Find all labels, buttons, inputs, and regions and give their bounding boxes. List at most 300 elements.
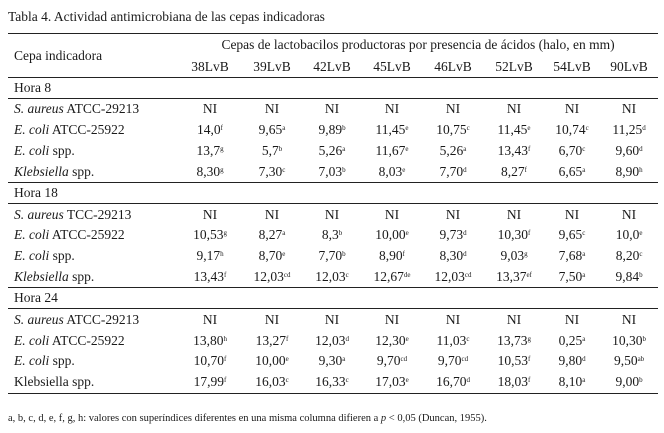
table-cell [484,330,544,351]
table-cell [362,204,422,225]
table-cell [600,351,658,372]
table-cell [422,204,484,225]
table-cell [484,120,544,141]
table-cell [178,309,242,330]
table-row [8,161,658,182]
cell-value: 13,80 [193,332,224,348]
strain-name: ATCC-29213 [63,101,140,117]
table-cell [484,267,544,288]
table-cell [422,141,484,162]
cell-superscript: c [285,376,289,385]
cell-value: 9,70 [376,353,401,369]
column-header: 46LvB [434,58,472,74]
cell-superscript: f [524,165,527,174]
table-cell [544,120,600,141]
cell-value: 0,25 [558,332,583,348]
strain-name: ATCC-25922 [49,227,125,243]
table-cell [302,309,362,330]
row-label [8,372,178,393]
species-name: S. aureus [14,101,64,117]
cell-value: 16,33 [315,374,346,390]
species-name: Klebsiella [14,268,69,284]
cell-value: 17,03 [375,374,406,390]
table-row [8,204,658,225]
table-cell [362,330,422,351]
cell-superscript: f [402,250,405,259]
row-label [8,161,178,182]
cell-value: 10,53 [497,353,529,369]
table-cell [242,309,302,330]
cell-superscript: c [466,334,470,343]
table-cell [422,161,484,182]
cell-value: 12,03 [253,268,284,284]
cell-value: NI [324,311,340,327]
strain-name: TCC-29213 [63,206,132,222]
column-header: 38LvB [191,58,229,74]
row-label [8,309,178,330]
cell-value: NI [324,101,340,117]
strain-name: ATCC-25922 [49,332,125,348]
cell-value: 12,03 [434,268,465,284]
strain-name: spp. [68,163,95,179]
cell-superscript: a [582,376,586,385]
cell-value: 7,50 [558,268,583,284]
cell-value: NI [564,206,580,222]
table-cell [302,351,362,372]
table-cell [178,204,242,225]
table-cell [484,246,544,267]
cell-superscript: c [582,229,586,238]
table-cell [362,351,422,372]
cell-superscript: de [403,270,411,279]
cell-value: 5,7 [261,142,279,158]
cell-superscript: ef [526,270,532,279]
table-cell [600,141,658,162]
column-header: 42LvB [313,58,351,74]
cell-value: 13,7 [196,142,221,158]
cell-superscript: g [220,144,224,153]
cell-value: NI [202,101,218,117]
table-cell [600,309,658,330]
table-cell [422,225,484,246]
table-row [8,351,658,372]
table-cell [302,141,362,162]
cell-value: NI [324,206,340,222]
cell-superscript: d [642,124,646,133]
table-cell [178,351,242,372]
cell-value: 9,03 [500,248,525,264]
cell-value: 12,03 [315,268,346,284]
cell-value: 9,17 [196,248,221,264]
cell-superscript: e [527,124,531,133]
cell-value: 7,70 [318,248,343,264]
column-header: 39LvB [253,58,291,74]
cell-superscript: d [639,144,643,153]
table-cell [600,330,658,351]
table-cell [178,372,242,393]
table-cell [544,351,600,372]
cell-value: 9,60 [615,142,640,158]
row-label [8,120,178,141]
cell-superscript: d [463,250,467,259]
cell-value: 9,00 [615,374,640,390]
table-cell [242,204,302,225]
table-caption: Tabla 4. Actividad antimicrobiana de las cepas indicadoras [8,9,325,24]
cell-value: 9,73 [439,227,464,243]
cell-superscript: f [224,376,227,385]
cell-value: 7,70 [439,163,464,179]
section-title: Hora 8 [14,80,52,95]
table-cell [178,246,242,267]
cell-superscript: f [528,355,531,364]
table-cell [484,99,544,120]
cell-value: 11,45 [497,122,528,138]
cell-superscript: f [224,270,227,279]
cell-superscript: b [338,229,343,238]
table-cell [600,372,658,393]
species-name: S. aureus [14,206,64,222]
cell-value: 10,00 [255,353,286,369]
cell-superscript: ab [637,355,645,364]
cell-superscript: a [463,144,467,153]
cell-value: 11,03 [436,332,467,348]
cell-value: 18,03 [497,374,529,390]
column-header: 45LvB [373,58,411,74]
table-cell [242,120,302,141]
table-cell [484,204,544,225]
row-label [8,204,178,225]
table-cell [362,309,422,330]
cell-superscript: c [282,165,286,174]
table-cell [600,204,658,225]
cell-superscript: e [285,355,289,364]
footnote [8,413,487,424]
cell-value: 13,27 [255,332,287,348]
cell-superscript: e [639,229,643,238]
table-cell [544,330,600,351]
cell-value: NI [506,206,522,222]
table-cell [242,246,302,267]
cell-value: 9,70 [437,353,462,369]
cell-superscript: a [582,270,586,279]
column-header: 54LvB [553,58,591,74]
row-label [8,246,178,267]
cell-value: 12,03 [315,332,346,348]
cell-superscript: a [582,334,586,343]
cell-value: 8,27 [501,163,525,179]
cell-value: NI [621,311,637,327]
cell-value: 13,73 [497,332,528,348]
cell-value: 6,65 [558,163,583,179]
table-row [8,309,658,330]
table-cell [422,246,484,267]
species-name: E. coli [14,227,50,243]
table-cell [362,141,422,162]
table-cell [484,225,544,246]
table-cell [362,225,422,246]
species-name: Klebsiella [14,163,69,179]
table-cell [362,372,422,393]
strain-name: spp. [49,142,75,158]
cell-superscript: b [342,250,346,259]
table-cell [302,246,362,267]
cell-value: NI [506,311,522,327]
cell-superscript: b [642,334,646,343]
cell-superscript: h [639,165,643,174]
cell-superscript: a [282,124,286,133]
cell-superscript: a [342,355,346,364]
cell-superscript: g [223,229,227,238]
cell-value: NI [621,206,637,222]
cell-superscript: e [405,376,409,385]
cell-superscript: c [466,124,470,133]
table-row [8,246,658,267]
table-row [8,372,658,393]
species-name: E. coli [14,122,50,138]
cell-value: 10,70 [193,353,225,369]
cell-superscript: cd [400,355,408,364]
table-cell [302,267,362,288]
table-cell [242,99,302,120]
cell-value: 12,67 [373,268,404,284]
cell-superscript: e [405,124,409,133]
table-cell [422,351,484,372]
table-row [8,141,658,162]
cell-value: 8,27 [258,227,283,243]
cell-value: NI [445,311,461,327]
table-row [8,120,658,141]
section-title: Hora 24 [14,290,58,306]
cell-value: NI [202,311,218,327]
cell-value: NI [264,101,280,117]
cell-superscript: cd [461,355,469,364]
cell-superscript: d [345,334,349,343]
cell-value: 9,80 [558,353,583,369]
table-cell [302,99,362,120]
cell-superscript: c [639,250,643,259]
cell-value: 8,90 [379,248,403,264]
cell-superscript: c [345,270,349,279]
table-cell [544,246,600,267]
cell-superscript: f [286,334,289,343]
table-row [8,267,658,288]
cell-value: NI [564,101,580,117]
footnote-p: p [380,413,387,424]
table-cell [362,99,422,120]
cell-value: NI [445,101,461,117]
cell-value: 9,65 [558,227,583,243]
group-header: Cepas de lactobacilos productoras por presencia de ácidos (halo, en mm) [221,37,615,52]
table-cell [600,99,658,120]
cell-superscript: d [463,165,467,174]
table-cell [422,309,484,330]
cell-value: 13,37 [496,268,527,284]
table-cell [242,141,302,162]
cell-superscript: e [405,144,409,153]
cell-value: 10,75 [436,122,467,138]
table-cell [302,330,362,351]
cell-superscript: c [585,124,589,133]
cell-value: 8,30 [439,248,464,264]
cell-value: 5,26 [318,142,343,158]
row-label [8,225,178,246]
cell-value: 13,43 [193,268,225,284]
species-name: E. coli [14,332,50,348]
cell-value: 10,53 [193,227,224,243]
cell-value: 8,10 [558,374,583,390]
cell-value: 17,99 [193,374,225,390]
table-row [8,99,658,120]
table-cell [600,225,658,246]
strain-name: ATCC-25922 [49,122,125,138]
column-header: 90LvB [610,58,648,74]
footnote-text: a, b, c, d, e, f, g, h: valores con superíndices diferentes en una misma columna difieren a [8,413,381,424]
table-cell [362,120,422,141]
species-name: E. coli [14,353,50,369]
table-cell [242,161,302,182]
cell-value: 16,70 [436,374,467,390]
table-cell [600,267,658,288]
table-cell [362,161,422,182]
cell-superscript: b [342,165,346,174]
cell-superscript: b [639,270,643,279]
table-cell [302,204,362,225]
row-label-header: Cepa indicadora [8,34,178,78]
cell-superscript: d [466,376,470,385]
cell-value: 12,30 [375,332,406,348]
cell-superscript: e [405,334,409,343]
table-cell [544,161,600,182]
cell-superscript: b [278,144,283,153]
cell-superscript: e [282,250,286,259]
table-cell [544,267,600,288]
table-cell [178,99,242,120]
cell-value: 8,30 [196,163,221,179]
cell-superscript: h [223,334,227,343]
table-cell [302,120,362,141]
table-cell [242,351,302,372]
cell-value: NI [264,311,280,327]
strain-name: spp. [49,353,75,369]
table-cell [422,267,484,288]
table-cell [484,141,544,162]
table-cell [362,267,422,288]
table-cell [178,225,242,246]
cell-value: 11,25 [612,122,643,138]
cell-value: 14,0 [197,122,221,138]
column-header: 52LvB [495,58,533,74]
cell-superscript: f [220,124,223,133]
table-cell [362,246,422,267]
cell-value: 9,84 [615,268,640,284]
cell-value: NI [202,206,218,222]
cell-superscript: a [282,229,286,238]
cell-superscript: a [342,144,346,153]
cell-value: 10,00 [375,227,406,243]
cell-value: NI [264,206,280,222]
row-label [8,330,178,351]
table-cell [178,120,242,141]
cell-value: 8,90 [615,163,640,179]
cell-superscript: g [527,334,531,343]
table-cell [422,330,484,351]
cell-superscript: d [582,355,586,364]
cell-value: 13,43 [497,142,529,158]
cell-superscript: f [528,144,531,153]
table-cell [302,225,362,246]
cell-value: NI [384,311,400,327]
cell-value: 9,89 [318,122,343,138]
cell-value: 7,30 [258,163,283,179]
cell-value: NI [506,101,522,117]
table-cell [302,372,362,393]
cell-value: 9,50 [613,353,638,369]
table-cell [242,330,302,351]
strain-name: ATCC-29213 [63,311,140,327]
cell-superscript: f [528,229,531,238]
cell-value: 11,67 [375,142,406,158]
cell-superscript: f [224,355,227,364]
table-cell [302,161,362,182]
table-cell [422,120,484,141]
cell-value: 7,03 [318,163,343,179]
table-row [8,330,658,351]
table-cell [178,161,242,182]
table-cell [422,372,484,393]
table-cell [484,372,544,393]
cell-superscript: d [463,229,467,238]
cell-value: NI [621,101,637,117]
cell-value: NI [384,206,400,222]
cell-value: 8,3 [321,227,339,243]
cell-value: 10,30 [612,332,643,348]
cell-superscript: e [405,229,409,238]
table-cell [178,330,242,351]
row-label [8,99,178,120]
antimicrobial-activity-table [8,33,658,394]
cell-superscript: a [582,250,586,259]
table-cell [422,99,484,120]
table-cell [484,351,544,372]
table-cell [178,267,242,288]
row-label [8,351,178,372]
strain-name: spp. [49,248,75,264]
cell-value: 8,03 [378,163,403,179]
table-cell [544,99,600,120]
cell-value: NI [445,206,461,222]
cell-superscript: b [342,124,346,133]
table-cell [544,225,600,246]
cell-value: 8,70 [258,248,283,264]
cell-value: NI [564,311,580,327]
species-name: E. coli [14,142,50,158]
cell-superscript: c [582,144,586,153]
strain-name: Klebsiella spp. [14,374,95,390]
row-label [8,267,178,288]
row-label [8,141,178,162]
table-cell [242,225,302,246]
cell-superscript: f [528,376,531,385]
cell-value: NI [384,101,400,117]
table-cell [544,372,600,393]
table-cell [242,267,302,288]
cell-superscript: cd [283,270,291,279]
section-title: Hora 18 [14,185,58,201]
cell-value: 10,0 [615,227,640,243]
cell-value: 9,65 [258,122,283,138]
footnote-tail: < 0,05 (Duncan, 1955). [386,413,487,424]
table-cell [178,141,242,162]
